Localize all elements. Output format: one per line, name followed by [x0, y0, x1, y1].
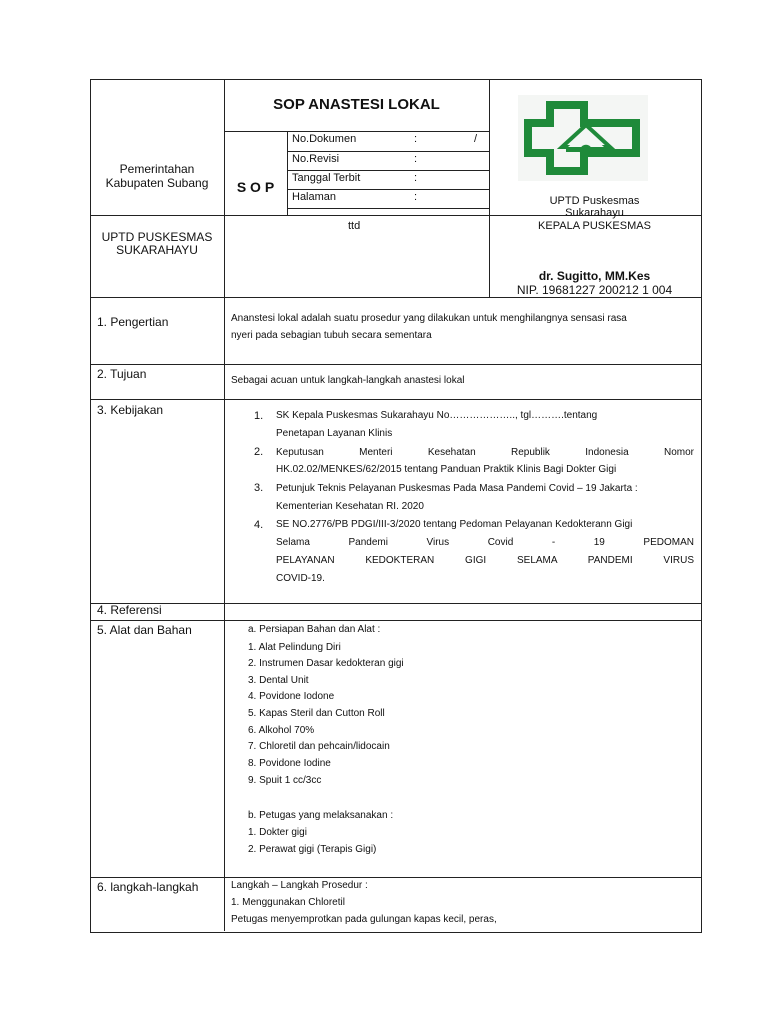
row-divider — [90, 364, 702, 365]
uptd-left-line-2: SUKARAHAYU — [116, 243, 198, 257]
uptd-right-line-1: UPTD Puskesmas — [549, 195, 640, 207]
kebijakan-text: Selama Pandemi Virus Covid - 19 PEDOMAN — [276, 537, 694, 548]
section-label-kebijakan: 3. Kebijakan — [97, 403, 164, 417]
kebijakan-text: Kementerian Kesehatan RI. 2020 — [276, 501, 424, 512]
alat-item: 8. Povidone Iodine — [248, 758, 331, 769]
field-label-tanggal-terbit: Tanggal Terbit — [292, 172, 361, 184]
column-divider — [287, 131, 288, 215]
sop-code: S O P — [236, 179, 275, 195]
kebijakan-text: SK Kepala Puskesmas Sukarahayu No……………….., tgl……….tentang — [276, 410, 598, 421]
uptd-left-line-1: UPTD PUSKESMAS — [101, 230, 213, 244]
row-divider — [90, 620, 702, 621]
column-divider — [224, 79, 225, 931]
ttd-label: ttd — [348, 220, 361, 232]
section-label-langkah: 6. langkah-langkah — [97, 880, 199, 894]
field-sep: : — [414, 172, 418, 184]
field-divider — [287, 208, 490, 209]
kebijakan-text: SE NO.2776/PB PDGI/III-3/2020 tentang Pedoman Pelayanan Kedokterann Gigi — [276, 519, 633, 530]
langkah-text: Langkah – Langkah Prosedur : — [231, 880, 368, 891]
tujuan-text: Sebagai acuan untuk langkah-langkah anastesi lokal — [231, 375, 465, 386]
alat-item: 4. Povidone Iodone — [248, 691, 335, 702]
pengertian-text: nyeri pada sebagian tubuh secara sementara — [231, 330, 432, 341]
petugas-item: 1. Dokter gigi — [248, 827, 307, 838]
kebijakan-text: Keputusan Menteri Kesehatan Republik Indonesia Nomor — [276, 447, 694, 458]
alat-item: 7. Chloretil dan pehcain/lidocain — [248, 741, 390, 752]
alat-item: 1. Alat Pelindung Diri — [248, 642, 341, 653]
row-divider — [90, 297, 702, 298]
kebijakan-num: 3. — [254, 482, 264, 494]
langkah-text: 1. Menggunakan Chloretil — [231, 897, 345, 908]
field-label-no-revisi: No.Revisi — [292, 153, 340, 165]
doctor-nip: NIP. 19681227 200212 1 004 — [516, 283, 673, 297]
kebijakan-num: 2. — [254, 446, 264, 458]
alat-item: 9. Spuit 1 cc/3cc — [248, 775, 322, 786]
row-divider — [90, 603, 702, 604]
alat-item: 6. Alkohol 70% — [248, 725, 315, 736]
alat-heading-b: b. Petugas yang melaksanakan : — [248, 810, 394, 821]
uptd-right-line-2: Sukarahayu — [565, 207, 624, 219]
kebijakan-num: 4. — [254, 519, 264, 531]
pengertian-text: Ananstesi lokal adalah suatu prosedur yang dilakukan untuk menghilangnya sensasi rasa — [231, 313, 627, 324]
kepala-label: KEPALA PUSKESMAS — [538, 220, 651, 232]
row-divider — [90, 877, 702, 878]
kebijakan-text: PELAYANAN KEDOKTERAN GIGI SELAMA PANDEMI VIRUS — [276, 555, 694, 566]
field-sep: : — [414, 133, 418, 145]
kebijakan-text: COVID-19. — [276, 573, 325, 584]
kebijakan-text: Petunjuk Teknis Pelayanan Puskesmas Pada Masa Pandemi Covid – 19 Jakarta : — [276, 483, 638, 494]
alat-item: 5. Kapas Steril dan Cutton Roll — [248, 708, 385, 719]
title-divider — [224, 131, 490, 132]
alat-item: 3. Dental Unit — [248, 675, 309, 686]
column-divider — [489, 79, 490, 298]
field-value-no-dokumen: / — [474, 133, 478, 145]
section-label-alat: 5. Alat dan Bahan — [97, 623, 192, 637]
gov-line-2: Kabupaten Subang — [105, 176, 209, 190]
langkah-text: Petugas menyemprotkan pada gulungan kapas kecil, peras, — [231, 914, 497, 925]
section-label-tujuan: 2. Tujuan — [97, 367, 147, 381]
kebijakan-text: HK.02.02/MENKES/62/2015 tentang Panduan Praktik Klinis Bagi Dokter Gigi — [276, 464, 617, 475]
row-divider — [90, 399, 702, 400]
alat-item: 2. Instrumen Dasar kedokteran gigi — [248, 658, 404, 669]
kebijakan-num: 1. — [254, 410, 264, 422]
petugas-item: 2. Perawat gigi (Terapis Gigi) — [248, 844, 377, 855]
kebijakan-text: Penetapan Layanan Klinis — [276, 428, 393, 439]
puskesmas-logo-icon — [518, 95, 648, 181]
field-label-halaman: Halaman — [292, 191, 337, 203]
doctor-name: dr. Sugitto, MM.Kes — [538, 269, 651, 283]
field-sep: : — [414, 153, 418, 165]
field-label-no-dokumen: No.Dokumen — [292, 133, 357, 145]
gov-line-1: Pemerintahan — [119, 162, 195, 176]
section-label-pengertian: 1. Pengertian — [97, 315, 169, 329]
sop-title: SOP ANASTESI LOKAL — [273, 96, 440, 113]
alat-heading-a: a. Persiapan Bahan dan Alat : — [248, 624, 381, 635]
field-sep: : — [414, 191, 418, 203]
section-label-referensi: 4. Referensi — [97, 603, 162, 617]
